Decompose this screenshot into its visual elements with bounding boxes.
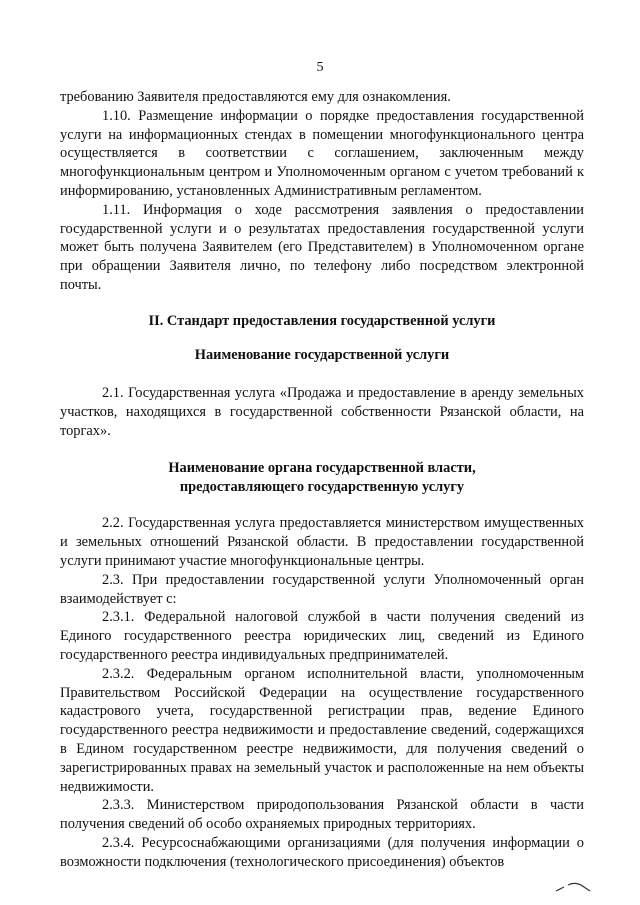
paragraph-2-3-4: 2.3.4. Ресурсоснабжающими организациями (для получения информации о возможности подключения (технологического присоединения) объектов xyxy=(60,834,584,870)
subheading-authority-line-2: предоставляющего государственную услугу xyxy=(179,478,465,495)
subheading-service-name: Наименование государственной услуги xyxy=(194,346,450,363)
paragraph-2-3: 2.3. При предоставлении государственной услуги Уполномоченный орган взаимодействует с: xyxy=(60,571,584,607)
page-number: 5 xyxy=(316,60,324,75)
subheading-authority xyxy=(60,459,584,497)
initials-mark-icon xyxy=(554,879,594,895)
paragraph-1-10: 1.10. Размещение информации о порядке предоставления государственной услуги на информационных стендах в помещении многофункционального центра осуществляется в соответствии с соглашением, заключенным между многофункциональным центром и Уполномоченным органом с учетом требований к информированию, установленных Административным регламентом. xyxy=(60,107,584,199)
section-heading: II. Стандарт предоставления государственной услуги xyxy=(148,312,496,329)
subheading-authority-line-1: Наименование органа государственной власти, xyxy=(168,459,476,476)
paragraph-2-2: 2.2. Государственная услуга предоставляется министерством имущественных и земельных отношений Рязанской области. В предоставлении государственной услуги принимают участие многофункциональные центры. xyxy=(60,515,584,569)
paragraph-1-11: 1.11. Информация о ходе рассмотрения заявления о предоставлении государственной услуги и о результатах предоставления государственной услуги может быть получена Заявителем (его Представителем) в Уполномоченном органе при обращении Заявителя лично, по телефону либо посредством электронной почты. xyxy=(60,201,584,293)
paragraph-continuation: требованию Заявителя предоставляются ему для ознакомления. xyxy=(60,89,451,105)
paragraph-2-1: 2.1. Государственная услуга «Продажа и предоставление в аренду земельных участков, находящихся в государственной собственности Рязанской области, на торгах». xyxy=(60,385,584,439)
paragraph-2-3-2: 2.3.2. Федеральным органом исполнительной власти, уполномоченным Правительством Российской Федерации на осуществление государственного кадастрового учета, государственной регистрации прав, ведение Единого государственного реестра недвижимости и предоставление сведений, содержащихся в Едином государственном реестре недвижимости, для получения сведений о зарегистрированных правах на земельный участок и расположенные на нем объекты недвижимости. xyxy=(60,665,584,795)
paragraph-2-3-1: 2.3.1. Федеральной налоговой службой в части получения сведений из Единого государственного реестра юридических лиц, сведений из Единого государственного реестра индивидуальных предпринимателей. xyxy=(60,609,584,663)
paragraph-2-3-3: 2.3.3. Министерством природопользования Рязанской области в части получения сведений об особо охраняемых природных территориях. xyxy=(60,797,584,833)
document-body xyxy=(60,88,584,871)
